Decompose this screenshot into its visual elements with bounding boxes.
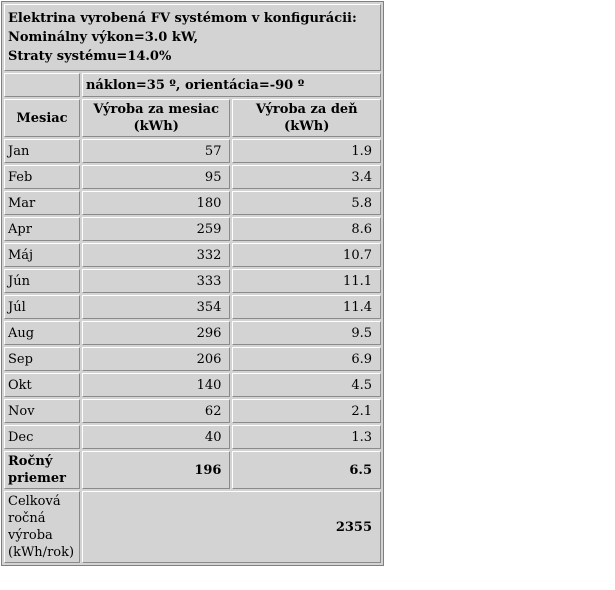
daily-value: 4.5	[232, 373, 381, 397]
title-line-3: Straty systému=14.0%	[8, 49, 172, 64]
month-cell: Júl	[4, 295, 80, 319]
table-row	[4, 373, 381, 397]
table-row	[4, 217, 381, 241]
title-row	[4, 4, 381, 71]
daily-value: 6.9	[232, 347, 381, 371]
average-monthly-value: 196	[82, 451, 231, 489]
monthly-value: 206	[82, 347, 231, 371]
daily-value: 8.6	[232, 217, 381, 241]
month-cell: Jan	[4, 139, 80, 163]
month-cell: Máj	[4, 243, 80, 267]
daily-value: 9.5	[232, 321, 381, 345]
config-row	[4, 73, 381, 97]
month-cell: Nov	[4, 399, 80, 423]
col-header-daily: Výroba za deň (kWh)	[232, 99, 381, 137]
table-row	[4, 425, 381, 449]
table-row	[4, 347, 381, 371]
total-label: Celková ročná výroba (kWh/rok)	[4, 491, 80, 563]
table-row	[4, 269, 381, 293]
title-line-1: Elektrina vyrobená FV systémom v konfigurácii:	[8, 11, 357, 26]
daily-value: 2.1	[232, 399, 381, 423]
total-row	[4, 491, 381, 563]
average-daily-value: 6.5	[232, 451, 381, 489]
col-header-monthly: Výroba za mesiac (kWh)	[82, 99, 231, 137]
col-header-month: Mesiac	[4, 99, 80, 137]
table-body	[4, 4, 381, 563]
monthly-value: 296	[82, 321, 231, 345]
table-row	[4, 191, 381, 215]
table-title	[4, 4, 381, 71]
monthly-value: 140	[82, 373, 231, 397]
month-cell: Okt	[4, 373, 80, 397]
daily-value: 1.9	[232, 139, 381, 163]
table-row	[4, 139, 381, 163]
table-row	[4, 399, 381, 423]
month-cell: Sep	[4, 347, 80, 371]
config-label: náklon=35 º, orientácia=-90 º	[82, 73, 381, 97]
monthly-value: 354	[82, 295, 231, 319]
title-line-2: Nominálny výkon=3.0 kW,	[8, 30, 198, 45]
month-cell: Mar	[4, 191, 80, 215]
month-cell: Apr	[4, 217, 80, 241]
month-cell: Feb	[4, 165, 80, 189]
config-spacer	[4, 73, 80, 97]
monthly-value: 332	[82, 243, 231, 267]
monthly-value: 57	[82, 139, 231, 163]
monthly-value: 180	[82, 191, 231, 215]
daily-value: 1.3	[232, 425, 381, 449]
monthly-value: 40	[82, 425, 231, 449]
monthly-value: 259	[82, 217, 231, 241]
table-row	[4, 165, 381, 189]
total-value: 2355	[82, 491, 381, 563]
table-row	[4, 243, 381, 267]
daily-value: 5.8	[232, 191, 381, 215]
daily-value: 11.4	[232, 295, 381, 319]
month-cell: Dec	[4, 425, 80, 449]
table-row	[4, 295, 381, 319]
column-header-row	[4, 99, 381, 137]
monthly-value: 333	[82, 269, 231, 293]
daily-value: 10.7	[232, 243, 381, 267]
pv-production-table	[1, 1, 384, 566]
table-row	[4, 321, 381, 345]
month-cell: Jún	[4, 269, 80, 293]
monthly-value: 95	[82, 165, 231, 189]
daily-value: 3.4	[232, 165, 381, 189]
daily-value: 11.1	[232, 269, 381, 293]
average-label: Ročný priemer	[4, 451, 80, 489]
month-cell: Aug	[4, 321, 80, 345]
average-row	[4, 451, 381, 489]
monthly-value: 62	[82, 399, 231, 423]
